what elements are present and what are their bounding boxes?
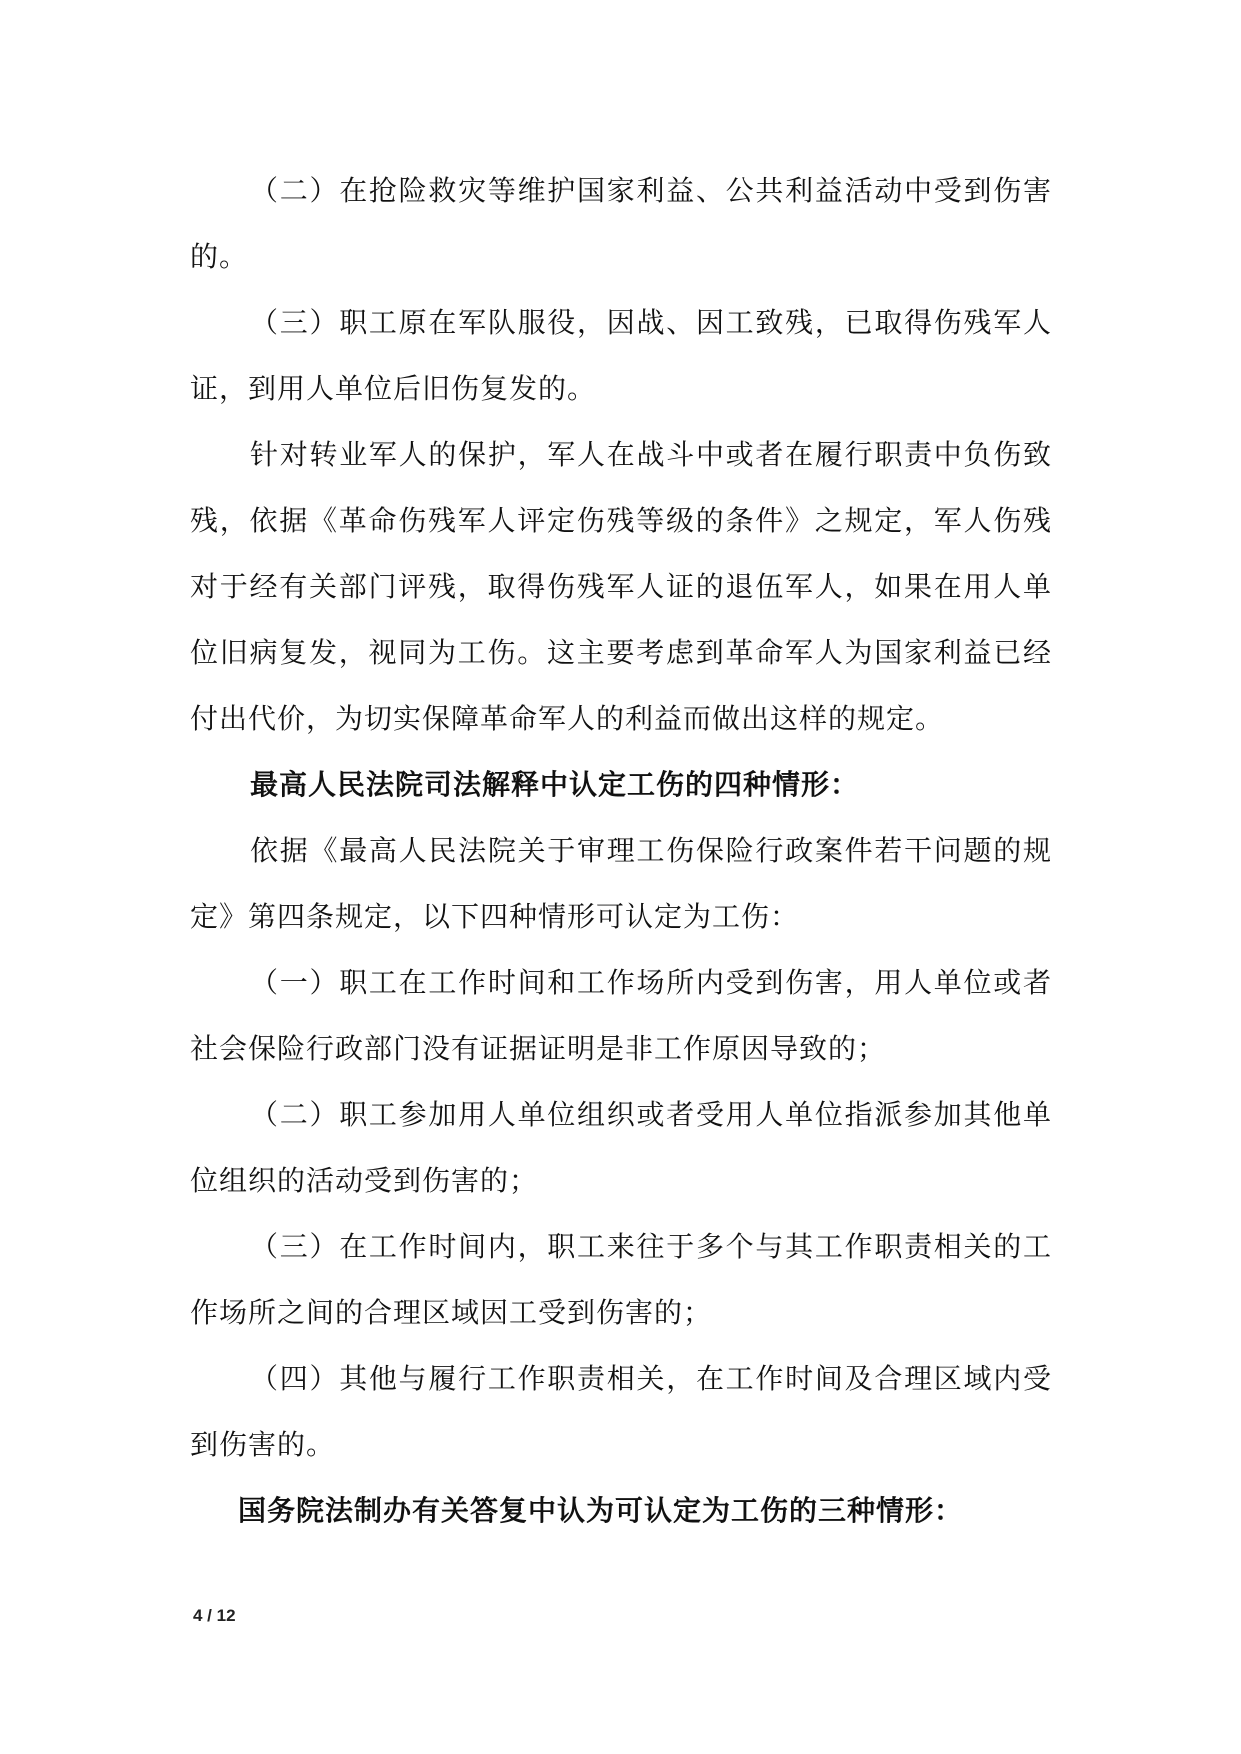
paragraph: 针对转业军人的保护，军人在战斗中或者在履行职责中负伤致残，依据《革命伤残军人评定伤残等级的条件》之规定，军人伤残对于经有关部门评残，取得伤残军人证的退伍军人，如果在用人单位旧病复发，视同为工伤。这主要考虑到革命军人为国家利益已经付出代价，为切实保障革命军人的利益而做出这样的规定。	[190, 438, 1052, 735]
section-heading: 最高人民法院司法解释中认定工伤的四种情形：	[250, 768, 860, 801]
paragraph: 依据《最高人民法院关于审理工伤保险行政案件若干问题的规定》第四条规定，以下四种情形可认定为工伤：	[190, 834, 1052, 933]
list-item: （四）其他与履行工作职责相关，在工作时间及合理区域内受到伤害的。	[190, 1362, 1052, 1461]
paragraph: （三）职工原在军队服役，因战、因工致残，已取得伤残军人证，到用人单位后旧伤复发的。	[190, 306, 1052, 405]
section-heading: 国务院法制办有关答复中认为可认定为工伤的三种情形：	[238, 1494, 964, 1527]
document-body	[190, 158, 1052, 1544]
list-item: （一）职工在工作时间和工作场所内受到伤害，用人单位或者社会保险行政部门没有证据证明是非工作原因导致的；	[190, 966, 1052, 1065]
list-item: （二）职工参加用人单位组织或者受用人单位指派参加其他单位组织的活动受到伤害的；	[190, 1098, 1052, 1197]
list-item: （三）在工作时间内，职工来往于多个与其工作职责相关的工作场所之间的合理区域因工受到伤害的；	[190, 1230, 1052, 1329]
paragraph: （二）在抢险救灾等维护国家利益、公共利益活动中受到伤害的。	[190, 174, 1052, 273]
page-number: 4 / 12	[193, 1606, 236, 1625]
